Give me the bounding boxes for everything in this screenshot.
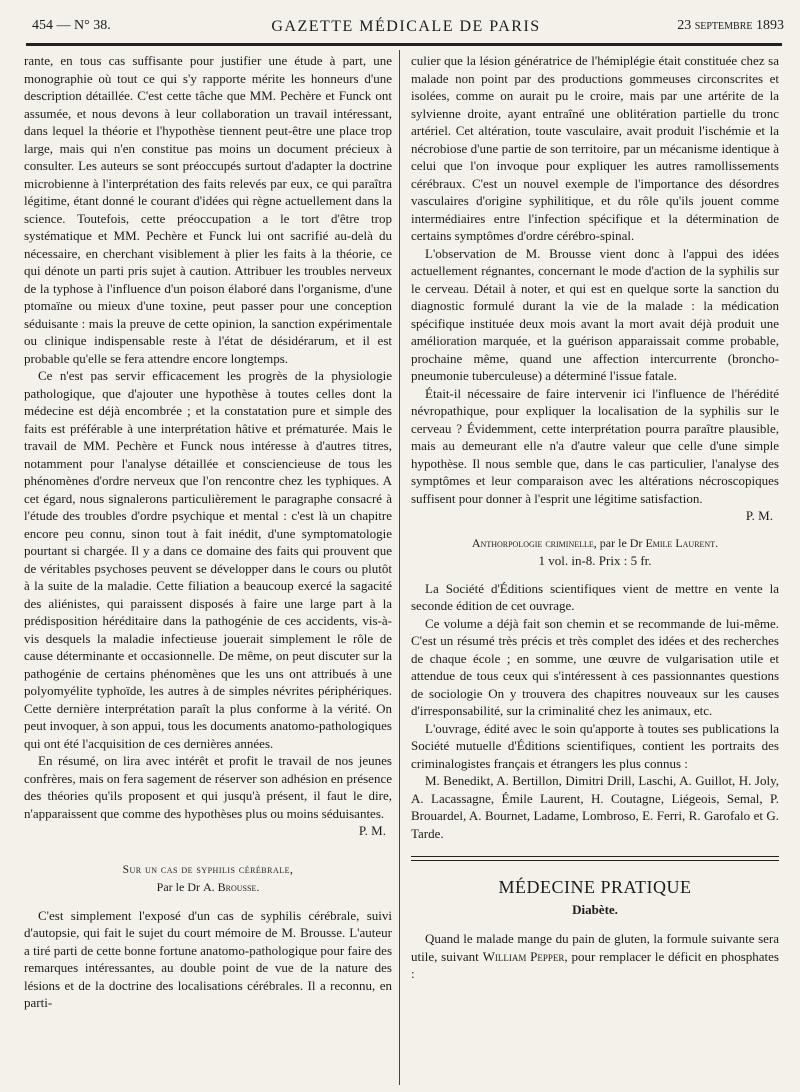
section-title: MÉDECINE PRATIQUE: [498, 877, 692, 897]
book-title: Anthorpologie criminelle,: [471, 535, 597, 550]
paragraph: En résumé, on lira avec intérêt et profit le travail de nos jeunes confrères, mais on fera sagement de réserver son adhésion en présence des théories qu'ils proposent et qui jusqu'à présent, il faut le dire, n'apparaissent que comme des hypothèses plus ou moins séduisantes.: [24, 753, 392, 821]
section-rule: [411, 856, 779, 861]
header-rule: [26, 43, 782, 46]
page-number: 454 — N° 38.: [32, 18, 111, 33]
journal-title: GAZETTE MÉDICALE DE PARIS: [271, 18, 541, 35]
paragraph: M. Benedikt, A. Bertillon, Dimitri Drill, Laschi, A. Guillot, H. Joly, A. Lacassagne, Émile Laurent, H. Coutagne, Liégeois, Semal, P. Brouardel, A. Bournet, Ladame, Lombroso, E. Ferri, R. Garofalo et G. Tarde.: [411, 773, 779, 841]
right-column: [411, 52, 779, 983]
signature: P. M.: [745, 508, 773, 523]
cited-author: William Pepper: [482, 948, 565, 964]
book-review-heading: [411, 535, 779, 553]
text-fragment: , pour remplacer le déficit en phosphates :: [411, 948, 779, 981]
author-prefix: Par le Dr: [156, 880, 200, 894]
book-details: 1 vol. in-8. Prix : 5 fr.: [538, 553, 652, 568]
article-author: [24, 879, 392, 897]
book-author: Emile Laurent.: [645, 535, 719, 550]
paragraph: Ce n'est pas servir efficacement les progrès de la physiologie pathologique, que d'ajouter une hypothèse à toutes celles dont la médecine est déjà encombrée ; et la constatation pure et simple des faits est préférable à une interprétation hâtive et prématurée. Mais le travail de MM. Pechère et Funck nous intéresse à d'autres titres, notamment pour l'analyse détaillée et consciencieuse de tous les phénomènes d'ordre nerveux que l'on rencontre chez les typhiques. A cet égard, nous signalerons particulièrement le paragraphe consacré à l'étude des troubles d'ordre psychique et mental : c'est là un chapitre encore peu connu, sinon tout à fait inédit, d'une symptomatologie pourtant si chargée. Il y a dans ce domaine des faits qui prouvent que de véritables psychoses peuvent se développer dans le cours ou plutôt à la suite de la maladie. Cette filiation a beaucoup exercé la sagacité des aliénistes, qui paraissent disposés à faire une large part à la prédisposition héréditaire dans la pathogénie de ces accidents, vis-à-vis desquels la maladie infectieuse jouerait simplement le rôle de cause déterminante et occasionnelle. De même, on peut discuter sur la pathogénie de certains phénomènes que les uns ont attribués à une polyomyélite typhoïde, les autres à de simples névrites périphériques. Cette dernière interprétation paraît la plus conforme à la vérité. On peut invoquer, à son appui, tous les documents anatomo-pathologiques qui ont été l'acquisition de ces dernières années.: [24, 368, 392, 751]
paragraph: C'est simplement l'exposé d'un cas de syphilis cérébrale, suivi d'autopsie, qui fait le sujet du court mémoire de M. Brousse. L'auteur a tiré parti de cette bonne fortune anatomo-pathologique pour faire des remarques intéressantes, au double point de vue de la nature des lésions et de la doctrine des localisations cérébrales. Il a reconnu, en parti-: [24, 907, 392, 1010]
book-author-prefix: par le Dr: [599, 535, 643, 550]
signature: P. M.: [358, 823, 386, 838]
section-subtitle: Diabète.: [572, 901, 618, 917]
paragraph: culier que la lésion génératrice de l'hémiplégie était constituée chez sa malade non point par des productions gommeuses circonscrites et isolées, comme on aurait pu le croire, mais par une artérite de la sylvienne droite, ayant entraîné une oblitération partielle du tronc artériel. Cet altération, toute vasculaire, avait produit l'ischémie et la nécrobiose d'une partie de son territoire, par un mécanisme identique à celui que l'on invoque pour expliquer les autres ramollissements cérébraux. C'est un nouvel exemple de l'importance des désordres vasculaires d'origine syphilitique, et du rôle qu'ils jouent comme intermédiaires entre l'infection spécifique et la détermination de certains symptômes d'ordre cérébro-spinal.: [411, 53, 779, 243]
text-fragment: Quand le malade mange du pain de gluten, la formule suivante sera utile, suivant: [411, 931, 779, 964]
paragraph: Ce volume a déjà fait son chemin et se recommande de lui-même. C'est un résumé très précis et très complet des idées et des recherches de chaque école ; en somme, une œuvre de vulgarisation utile et attendue de tous ceux qui s'intéressent à ces passionnantes questions de sociologie On y trouvera des chapitres nouveaux sur les causes d'irresponsabilité, sur la criminalité chez les animaux, etc.: [411, 615, 779, 718]
column-divider: [399, 50, 400, 1085]
paragraph: Était-il nécessaire de faire intervenir ici l'influence de l'hérédité névropathique, pour expliquer la localisation de la syphilis sur le cerveau ? Évidemment, cette interprétation pourra paraître plausible, mais au demeurant elle n'a d'autre valeur que celle d'une simple hypothèse. Il nous semble que, dans le cas particulier, l'analyse des symptômes et leur comparaison avec les altérations nécroscopiques suffisent pour donner à l'esprit une légitime satisfaction.: [411, 385, 779, 506]
paragraph: rante, en tous cas suffisante pour justifier une étude à part, une monographie où tout ce qui s'y rapporte mérite les honneurs d'une description détaillée. C'est cette tâche que MM. Pechère et Funck ont assumée, et nous devons à leur collaboration un travail intéressant, dans lequel la théorie et l'hypothèse tiennent peut-être une place trop large, mais qui n'en constitue pas moins un document précieux à consulter. Les auteurs se sont préoccupés surtout d'adapter la doctrine microbienne à l'interprétation des faits relevés par eux, ce qui paraîtra légitime, étant donné le courant d'idées qui règne actuellement dans la science. Toutefois, cette préoccupation a le tort d'être trop systématique et MM. Pechère et Funck lui ont sacrifié au-delà du nécessaire, en cherchant visiblement à plier les faits à la théorie, ce qui dénote un parti pris sujet à caution. Attribuer les troubles nerveux de la typhose à l'influence d'un poison élaboré dans l'organisme, d'une ptomaïne ou mieux d'une toxine, peut passer pour une conception séduisante : mais la preuve de cette opinion, la sanction expérimentale ou clinique indispensable reste à l'état de désidérarum, et il est probable qu'elle se fera attendre encore longtemps.: [24, 53, 392, 366]
paragraph: L'observation de M. Brousse vient donc à l'appui des idées actuellement régnantes, concernant le mode d'action de la syphilis sur le cerveau. Détail à noter, et qui est en quelque sorte la sanction du diagnostic formulé durant la vie de la malade : la médication spécifique instituée deux mois avant la mort avait déjà produit une amélioration marquée, et la guérison apparaissait comme probable, prochaine même, quand une affection intercurrente (broncho-pneumonie tuberculeuse) a déterminé l'issue fatale.: [411, 245, 779, 383]
author-name: A. Brousse.: [202, 880, 260, 894]
page-header: [26, 14, 786, 38]
paragraph: [411, 930, 779, 983]
paragraph: L'ouvrage, édité avec le soin qu'apporte à toutes ses publications la Société mutuelle d'Éditions scientifiques, contient les portraits des criminalogistes français et étrangers les plus connus :: [411, 720, 779, 771]
article-title: Sur un cas de syphilis cérébrale,: [122, 863, 294, 876]
left-column: [24, 52, 392, 1012]
issue-date: 23 septembre 1893: [677, 18, 784, 33]
paragraph: La Société d'Éditions scientifiques vient de mettre en vente la seconde édition de cet ouvrage.: [411, 580, 779, 613]
